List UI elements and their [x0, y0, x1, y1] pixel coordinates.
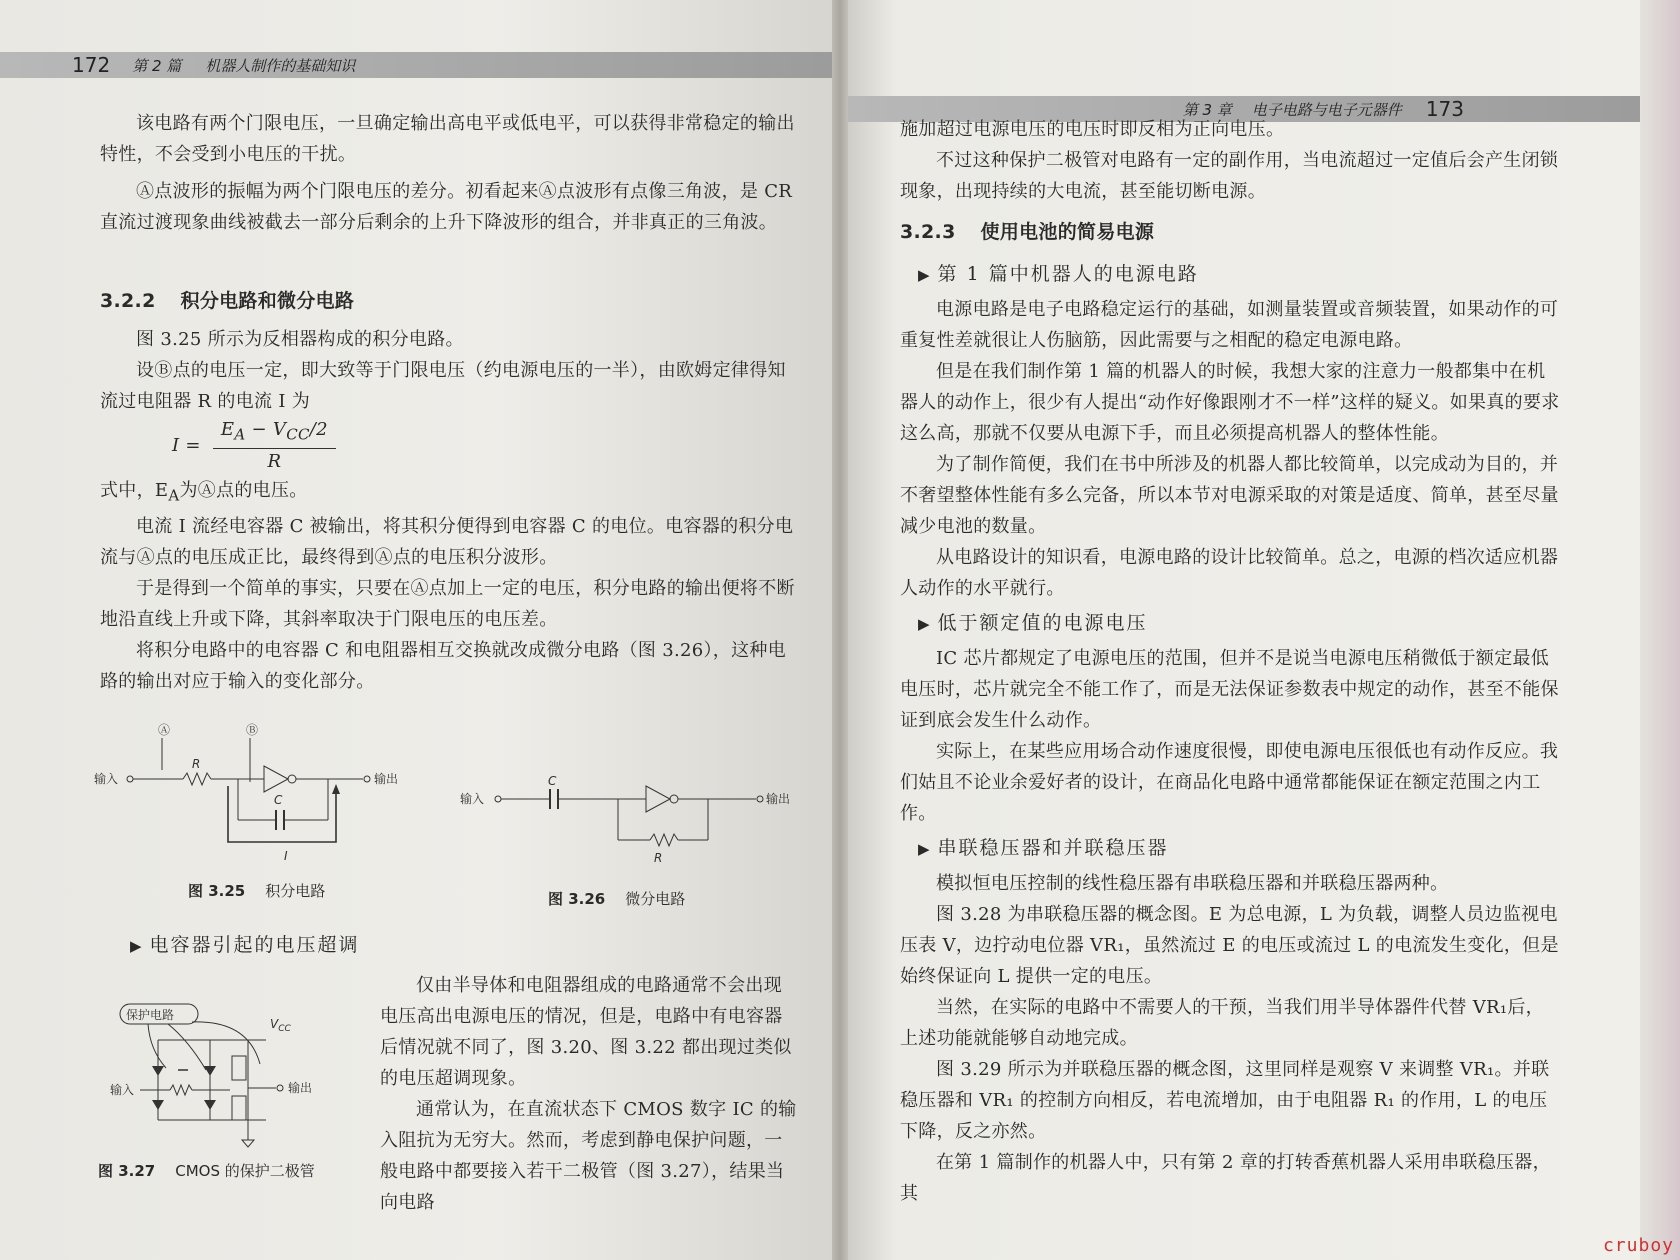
right-header-chapter: 第 3 章	[1182, 100, 1232, 119]
output-label: 输出	[766, 792, 791, 806]
eq-sub-a: A	[234, 425, 246, 444]
paragraph: 图 3.28 为串联稳压器的概念图。E 为总电源，L 为负载，调整人员边监视电压表 V，边拧动电位器 VR₁，虽然流过 E 的电压或流过 L 的电流发生变化，但是始终保证向 L 提供一定的电压。	[900, 904, 1559, 987]
eq-e: E	[220, 419, 235, 440]
inverter-symbol	[646, 786, 670, 812]
caption-text: 微分电路	[625, 890, 686, 908]
book-gutter	[832, 0, 848, 1260]
protection-circuit-tag: 保护电路	[126, 1008, 175, 1022]
output-label: 输出	[374, 772, 399, 786]
section-title: 使用电池的简易电源	[980, 221, 1155, 243]
paragraph: 电流 I 流经电容器 C 被输出，将其积分便得到电容器 C 的电位。电容器的积分电流与Ⓐ点的电压成正比，最终得到Ⓐ点的电压积分波形。	[100, 516, 794, 569]
pointer-line	[168, 1024, 206, 1070]
equation	[100, 417, 800, 475]
equation-fraction	[213, 417, 336, 475]
output-terminal	[364, 776, 370, 782]
diode-symbol	[204, 1066, 216, 1076]
caption-text: CMOS 的保护二极管	[175, 1162, 315, 1180]
nmos-transistor	[232, 1096, 246, 1120]
paragraph: 图 3.25 所示为反相器构成的积分电路。	[136, 329, 464, 350]
current-i-label: I	[284, 849, 288, 863]
node-b-label: Ⓑ	[246, 723, 259, 737]
paragraph: 从电路设计的知识看，电源电路的设计比较简单。总之，电源的档次适应机器人动作的水平就行。	[900, 547, 1559, 599]
eq-sub-cc: CC	[286, 425, 310, 444]
paragraph: 通常认为，在直流状态下 CMOS 数字 IC 的输入阻抗为无穷大。然而，考虑到静电保护问题，一般电路中都要接入若干二极管（图 3.27），结果当向电路	[380, 1099, 797, 1213]
diode-symbol	[152, 1100, 164, 1110]
paragraph: 不过这种保护二极管对电路有一定的副作用，当电流超过一定值后会产生闭锁现象，出现持续的大电流，甚至能切断电源。	[900, 150, 1559, 202]
paragraph: 施加超过电源电压的电压时即反相为正向电压。	[900, 119, 1285, 140]
left-page-number: 172	[72, 53, 111, 77]
right-header-title: 电子电路与电子元器件	[1251, 100, 1402, 119]
resistor-r	[650, 834, 678, 846]
vcc-v: V	[270, 1017, 279, 1031]
section-number: 3.2.3	[900, 221, 956, 243]
vcc-label	[270, 1017, 292, 1034]
resistor-r-label: R	[192, 757, 201, 771]
figure-3-27-cmos-protection	[108, 1000, 378, 1150]
paragraph: 电源电路是电子电路稳定运行的基础，如测量装置或音频装置，如果动作的可重复性差就很让人伤脑筋，因此需要与之相配的稳定电源电路。	[900, 299, 1559, 351]
caption-number: 图 3.26	[548, 890, 606, 908]
equation-lhs: I =	[172, 434, 201, 456]
input-terminal	[127, 776, 133, 782]
figure-3-26-differentiator-circuit	[458, 776, 798, 886]
paragraph: 实际上，在某些应用场合动作速度很慢，即使电源电压很低也有动作反应。我们姑且不论业余爱好者的设计，在商品化电路中通常都能保证在额定范围之内工作。	[900, 741, 1559, 824]
vcc-sub: CC	[278, 1024, 291, 1034]
capacitor-c-label: C	[274, 793, 283, 807]
subsection-title: 串联稳压器和并联稳压器	[937, 837, 1169, 859]
subsection-heading-overshoot	[112, 926, 360, 965]
paragraph: Ⓐ点波形的振幅为两个门限电压的差分。初看起来Ⓐ点波形有点像三角波，是 CR 直流过渡现象曲线被截去一部分后剩余的上升下降波形的组合，并非真正的三角波。	[100, 181, 793, 233]
inverter-symbol	[264, 766, 288, 792]
subscript: A	[168, 486, 180, 505]
subsection-heading-low-voltage	[900, 604, 1560, 643]
output-terminal	[757, 796, 763, 802]
section-number: 3.2.2	[100, 290, 156, 312]
subsection-heading-regulator	[900, 829, 1560, 868]
input-label: 输入	[110, 1083, 135, 1097]
left-page	[0, 0, 832, 1260]
figure-3-25-integrator-circuit	[88, 720, 428, 870]
output-terminal	[277, 1085, 283, 1091]
triangle-bullet-icon: ▶	[918, 840, 932, 858]
text-run: 式中，E	[100, 479, 169, 501]
figure-3-26-caption	[548, 888, 685, 909]
pointer-line	[192, 1022, 260, 1064]
node-a-label: Ⓐ	[158, 723, 171, 737]
eq-half: /2	[309, 419, 328, 440]
paragraph: 仅由半导体和电阻器组成的电路通常不会出现电压高出电源电压的情况，但是，电路中有电容器后情况就不同了，图 3.20、图 3.22 都出现过类似的电压超调现象。	[380, 975, 792, 1089]
text-run: 为Ⓐ点的电压。	[179, 479, 308, 501]
input-terminal	[495, 796, 501, 802]
input-label: 输入	[460, 792, 485, 806]
equation-denominator: R	[267, 450, 282, 472]
equation-numerator	[213, 417, 336, 449]
paragraph: 在第 1 篇制作的机器人中，只有第 2 章的打转香蕉机器人采用串联稳压器，其	[900, 1152, 1551, 1204]
paragraph: IC 芯片都规定了电源电压的范围，但并不是说当电源电压稍微低于额定最低电压时，芯片就完全不能工作了，而是无法保证参数表中规定的动作，甚至不能保证到底会发生什么动作。	[900, 648, 1559, 731]
subsection-title: 电容器引起的电压超调	[149, 934, 360, 956]
paragraph: 该电路有两个门限电压，一旦确定输出高电平或低电平，可以获得非常稳定的输出特性，不会受到小电压的干扰。	[100, 113, 795, 165]
inverter-bubble	[288, 775, 296, 783]
paragraph: 将积分电路中的电容器 C 和电阻器相互交换就改成微分电路（图 3.26），这种电路的输出对应于输入的变化部分。	[100, 640, 787, 693]
subsection-heading-robot-power	[900, 255, 1560, 294]
ground-icon	[242, 1140, 254, 1147]
watermark: cruboy	[1602, 1235, 1674, 1256]
section-title: 积分电路和微分电路	[180, 290, 355, 312]
capacitor-c-label: C	[548, 776, 557, 788]
arrow-head	[332, 784, 340, 794]
input-label: 输入	[94, 772, 119, 786]
left-header-part: 第 2 篇	[132, 56, 182, 75]
page-stack-edge	[1640, 0, 1680, 1260]
diode-symbol	[152, 1066, 164, 1076]
pointer-line	[148, 1024, 166, 1068]
resistor-r	[183, 773, 211, 785]
paragraph	[100, 475, 800, 512]
caption-number: 图 3.25	[188, 882, 246, 900]
inverter-bubble	[670, 795, 678, 803]
paragraph: 为了制作简便，我们在书中所涉及的机器人都比较简单，以完成动为目的，并不奢望整体性能有多么完备，所以本节对电源采取的对策是适度、简单，甚至尽量减少电池的数量。	[900, 454, 1559, 537]
input-resistor	[170, 1085, 192, 1095]
triangle-bullet-icon: ▶	[130, 937, 144, 955]
left-running-header	[0, 52, 832, 78]
eq-minus-v: − V	[245, 419, 287, 440]
paragraph: 于是得到一个简单的事实，只要在Ⓐ点加上一定的电压，积分电路的输出便将不断地沿直线上升或下降，其斜率取决于门限电压的电压差。	[100, 578, 795, 631]
pmos-transistor	[232, 1056, 246, 1080]
figure-3-27-caption	[98, 1160, 315, 1181]
left-header-title: 机器人制作的基础知识	[205, 56, 356, 75]
paragraph: 模拟恒电压控制的线性稳压器有串联稳压器和并联稳压器两种。	[936, 873, 1449, 894]
paragraph: 图 3.29 所示为并联稳压器的概念图，这里同样是观察 V 来调整 VR₁。并联稳压器和 VR₁ 的控制方向相反，若电流增加，由于电阻器 R₁ 的作用，L 的电压下降，反之亦然。	[900, 1059, 1550, 1142]
section-heading-3-2-3	[900, 209, 1560, 255]
paragraph: 当然，在实际的电路中不需要人的干预，当我们用半导体器件代替 VR₁后，上述功能就能够自动地完成。	[900, 997, 1544, 1049]
section-3-2-2	[100, 278, 800, 697]
figure-3-25-caption	[188, 880, 325, 901]
caption-text: 积分电路	[265, 882, 326, 900]
caption-number: 图 3.27	[98, 1162, 156, 1180]
triangle-bullet-icon: ▶	[918, 266, 932, 284]
triangle-bullet-icon: ▶	[918, 615, 932, 633]
right-page-text	[900, 114, 1560, 1209]
resistor-r-label: R	[654, 851, 663, 865]
subsection-title: 低于额定值的电源电压	[937, 612, 1148, 634]
right-page-number: 173	[1425, 97, 1464, 121]
diode-symbol	[204, 1100, 216, 1110]
subsection-title: 第 1 篇中机器人的电源电路	[937, 263, 1199, 285]
section-heading	[100, 278, 800, 324]
paragraph: 设Ⓑ点的电压一定，即大致等于门限电压（约电源电压的一半），由欧姆定律得知流过电阻器 R 的电流 I 为	[100, 360, 786, 412]
overshoot-text	[380, 970, 800, 1218]
output-label: 输出	[288, 1081, 313, 1095]
paragraph: 但是在我们制作第 1 篇的机器人的时候，我想大家的注意力一般都集中在机器人的动作上，很少有人提出“动作好像跟刚才不一样”这样的疑义。如果真的要求这么高，那就不仅要从电源下手，而且必须提高机器人的整体性能。	[900, 361, 1560, 444]
left-intro-text	[100, 108, 800, 238]
